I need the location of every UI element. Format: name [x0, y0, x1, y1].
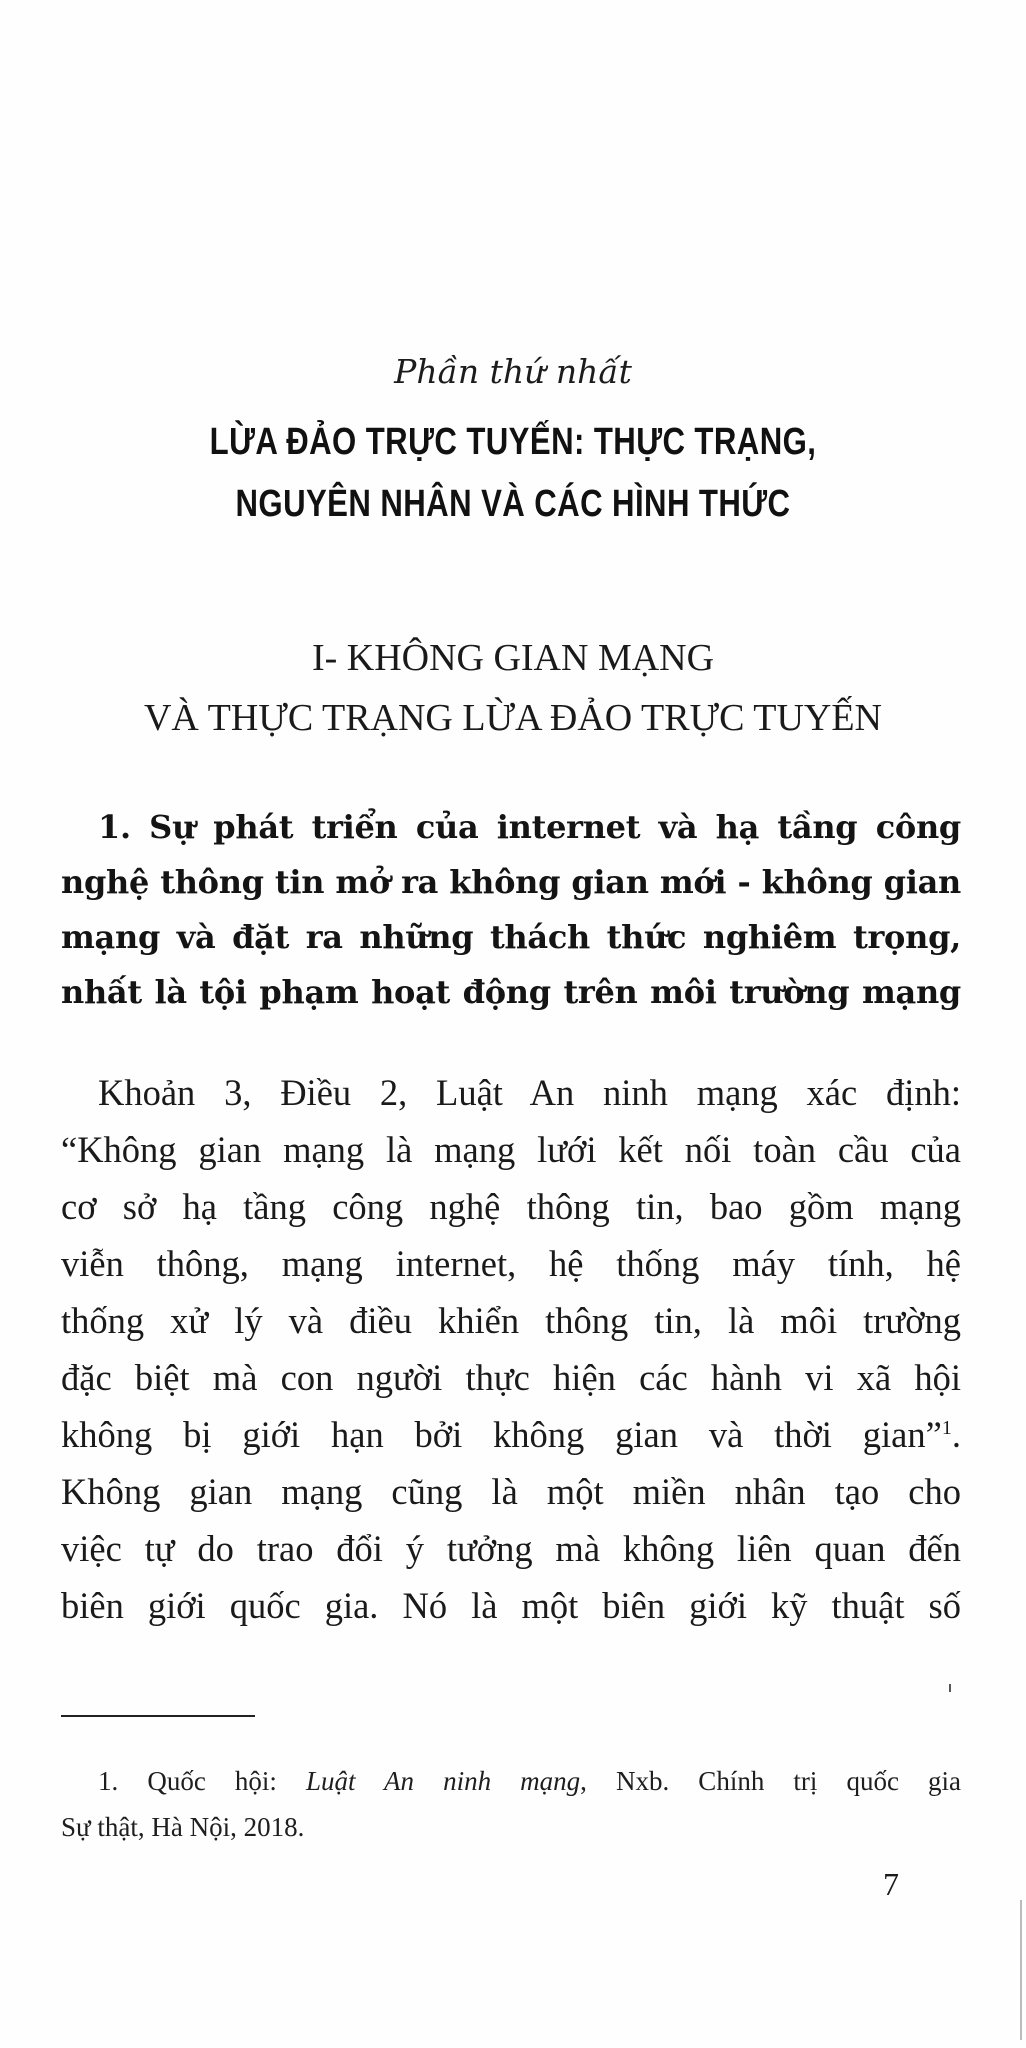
- subsection-heading-line-4: nhất là tội phạm hoạt động trên môi trường mạng: [61, 973, 961, 1011]
- scan-speck: [949, 1684, 951, 1692]
- footnote-divider: [61, 1715, 255, 1717]
- body-line-5: thống xử lý và điều khiển thông tin, là môi trường: [61, 1300, 961, 1341]
- body-line-8: Không gian mạng cũng là một miền nhân tạo cho: [61, 1471, 961, 1512]
- body-line-2: “Không gian mạng là mạng lưới kết nối toàn cầu của: [61, 1129, 961, 1170]
- section-title-line-2: VÀ THỰC TRẠNG LỪA ĐẢO TRỰC TUYẾN: [143, 697, 882, 739]
- sentence-period: .: [951, 1414, 961, 1455]
- subsection-heading-line-3: mạng và đặt ra những thách thức nghiêm trọng,: [61, 918, 961, 956]
- body-line-9: việc tự do trao đổi ý tưởng mà không liên quan đến: [61, 1528, 961, 1569]
- footnote-line-1: [98, 1766, 961, 1797]
- body-line-4: viễn thông, mạng internet, hệ thống máy tính, hệ: [61, 1243, 961, 1284]
- body-line-7: [61, 1413, 961, 1456]
- page-edge-shadow: [1020, 1900, 1022, 2040]
- body-line-7-text: không bị giới hạn bởi không gian và thời gian”: [61, 1414, 942, 1455]
- footnote-line-2: Sự thật, Hà Nội, 2018.: [61, 1812, 305, 1842]
- footnote-prefix: 1. Quốc hội:: [98, 1766, 306, 1796]
- part-title-line-1: LỪA ĐẢO TRỰC TUYẾN: THỰC TRẠNG,: [209, 421, 817, 463]
- part-title-line-2: NGUYÊN NHÂN VÀ CÁC HÌNH THỨC: [235, 483, 791, 525]
- footnote-cited-title: Luật An ninh mạng: [305, 1766, 581, 1796]
- footnote-publisher: , Nxb. Chính trị quốc gia: [580, 1766, 961, 1796]
- body-line-3: cơ sở hạ tầng công nghệ thông tin, bao gồm mạng: [61, 1186, 961, 1227]
- part-label: Phần thứ nhất: [394, 352, 632, 391]
- subsection-heading-line-1: 1. Sự phát triển của internet và hạ tầng công: [98, 808, 961, 846]
- footnote-marker[interactable]: 1: [941, 1416, 952, 1439]
- body-line-1: Khoản 3, Điều 2, Luật An ninh mạng xác định:: [98, 1072, 961, 1113]
- subsection-heading-line-2: nghệ thông tin mở ra không gian mới - không gian: [61, 863, 961, 901]
- page-number: 7: [883, 1866, 899, 1902]
- body-line-10: biên giới quốc gia. Nó là một biên giới kỹ thuật số: [61, 1585, 961, 1626]
- section-title-line-1: I- KHÔNG GIAN MẠNG: [311, 637, 715, 679]
- body-line-6: đặc biệt mà con người thực hiện các hành vi xã hội: [61, 1357, 961, 1398]
